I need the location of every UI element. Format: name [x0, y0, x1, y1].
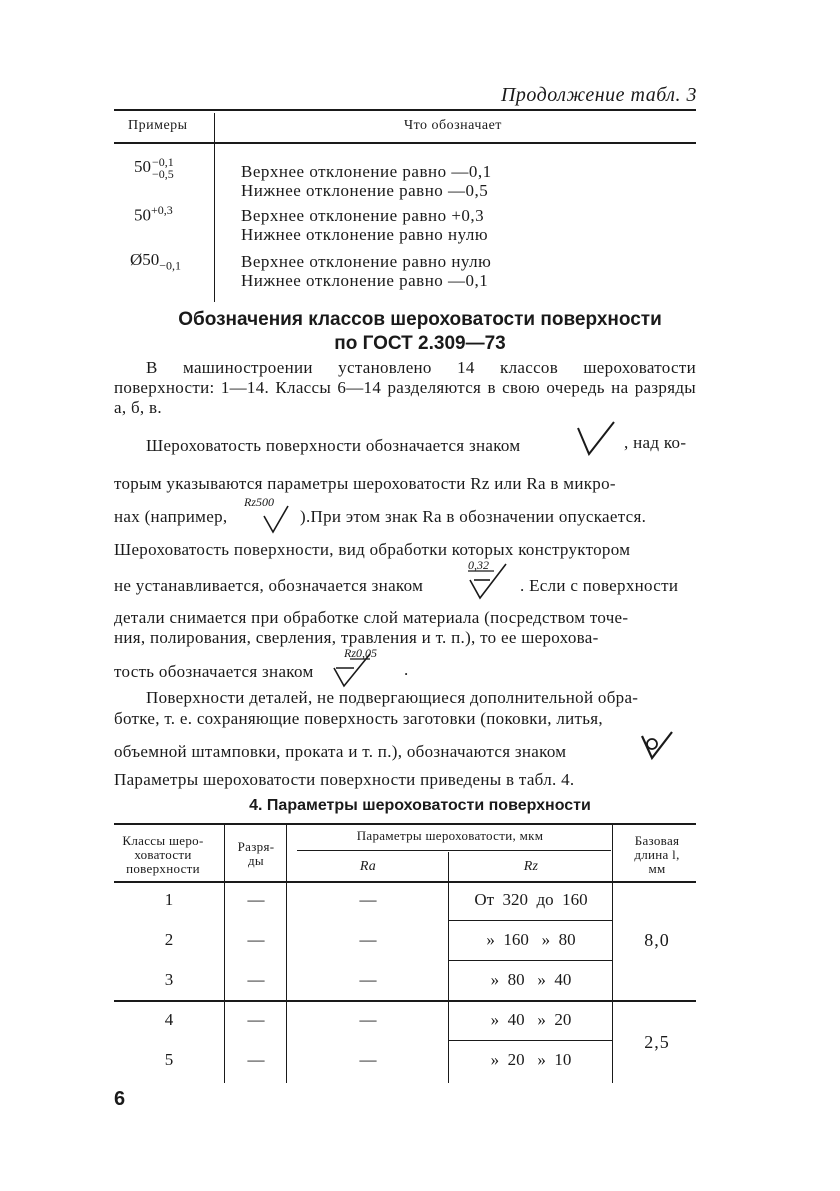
page-number: 6 — [114, 1088, 126, 1110]
text-line: нах (например, — [114, 507, 228, 526]
roughness-unmachined-icon — [640, 732, 676, 764]
cell-rz: » 20 » 10 — [490, 1050, 572, 1069]
row-rule — [448, 960, 613, 961]
cell-ra: — — [359, 930, 377, 949]
text-line: объемной штамповки, проката и т. п.), обозначаются знаком — [114, 742, 567, 761]
header-rz: Rz — [523, 859, 539, 874]
header-grades: Разря- ды — [237, 839, 275, 868]
cell-rz: » 40 » 20 — [490, 1010, 572, 1029]
text-line: ботке, т. е. сохраняющие поверхность заготовки (поковки, литья, — [114, 709, 603, 728]
col-rule-3 — [448, 852, 449, 1083]
text-line: . — [404, 660, 409, 679]
cell-grade: — — [247, 930, 265, 949]
top-rule — [114, 109, 696, 111]
text-line: Шероховатость поверхности, вид обработки которых конструктором — [114, 540, 631, 559]
text-line: детали снимается при обработке слой материала (посредством точе- — [114, 608, 629, 627]
cell-ra: — — [359, 890, 377, 909]
roughness-rz500-icon — [244, 494, 298, 534]
text-line: тость обозначается знаком — [114, 662, 314, 681]
cell-grade: — — [247, 1010, 265, 1029]
cell-base-length: 8,0 — [644, 930, 670, 950]
example-description: Верхнее отклонение равно нулю Нижнее отклонение равно —0,1 — [241, 252, 492, 290]
group-rule — [114, 1000, 696, 1002]
roughness-removal-rz-icon — [330, 646, 376, 690]
cell-grade: — — [247, 890, 265, 909]
section-title: Обозначения классов шероховатости поверхности по ГОСТ 2.309—73 — [178, 309, 662, 354]
table4-header-rule — [114, 881, 696, 883]
cell-base-length: 2,5 — [644, 1032, 670, 1052]
example-value: $Ø50_{-0,1}$ — [130, 250, 182, 273]
example-description: Верхнее отклонение равно +0,3 Нижнее отклонение равно нулю — [241, 206, 489, 244]
row-rule — [448, 920, 613, 921]
cell-grade: — — [247, 970, 265, 989]
text-line: Шероховатость поверхности обозначается знаком — [146, 436, 521, 455]
cell-ra: — — [359, 970, 377, 989]
col-examples-header: Примеры — [128, 118, 188, 133]
header-classes: Классы шеро- ховатости поверхности — [122, 833, 204, 876]
text-line: , над ко- — [624, 433, 687, 452]
text-line: Поверхности деталей, не подвергающиеся дополнительной обра- — [146, 688, 639, 707]
example-description: Верхнее отклонение равно —0,1 Нижнее отклонение равно —0,5 — [241, 162, 492, 200]
paragraph-classes: В машиностроении установлено 14 классов шероховатости поверхности: 1—14. Классы 6—14 разделяются в свою очередь на разряды а, б, в. — [114, 358, 696, 417]
text-line: ния, полирования, сверления, травления и т. п.), то ее шерохова- — [114, 628, 599, 647]
header-ra: Ra — [359, 859, 377, 874]
svg-text:Rz500: Rz500 — [244, 495, 274, 509]
svg-text:Rz0,05: Rz0,05 — [344, 646, 377, 660]
header-rule — [114, 142, 696, 144]
example-value: 50−0,1 −0,5 — [134, 155, 174, 181]
roughness-mark-icon — [576, 420, 616, 460]
cell-class: 5 — [164, 1050, 174, 1069]
cell-rz: » 160 » 80 — [486, 930, 576, 949]
roughness-removal-icon — [466, 558, 512, 602]
table4-top-rule — [114, 823, 696, 825]
cell-class: 3 — [164, 970, 174, 989]
col-meaning-header: Что обозначает — [404, 118, 502, 133]
column-divider — [214, 113, 215, 302]
text-line: не устанавливается, обозначается знаком — [114, 576, 424, 595]
table4-title: 4. Параметры шероховатости поверхности — [249, 797, 591, 814]
row-rule — [448, 1040, 613, 1041]
cell-rz: От 320 до 160 — [474, 890, 588, 909]
continuation-caption: Продолжение табл. 3 — [500, 84, 697, 106]
cell-class: 2 — [164, 930, 174, 949]
cell-grade: — — [247, 1050, 265, 1069]
cell-ra: — — [359, 1010, 377, 1029]
text-line: торым указываются параметры шероховатости Rz или Ra в микро- — [114, 474, 616, 493]
example-value: $50^{+0,3}$ — [134, 203, 173, 225]
params-subheader-rule — [297, 850, 611, 851]
cell-ra: — — [359, 1050, 377, 1069]
text-line: ).При этом знак Ra в обозначении опускается. — [300, 507, 647, 526]
header-base-length: Базовая длина l, мм — [634, 833, 680, 876]
header-params: Параметры шероховатости, мкм — [356, 828, 544, 843]
cell-rz: » 80 » 40 — [490, 970, 572, 989]
cell-class: 4 — [164, 1010, 174, 1029]
text-line: . Если с поверхности — [520, 576, 679, 595]
text-line: Параметры шероховатости поверхности приведены в табл. 4. — [114, 770, 575, 789]
cell-class: 1 — [164, 890, 174, 909]
svg-text:0,32: 0,32 — [468, 558, 489, 572]
